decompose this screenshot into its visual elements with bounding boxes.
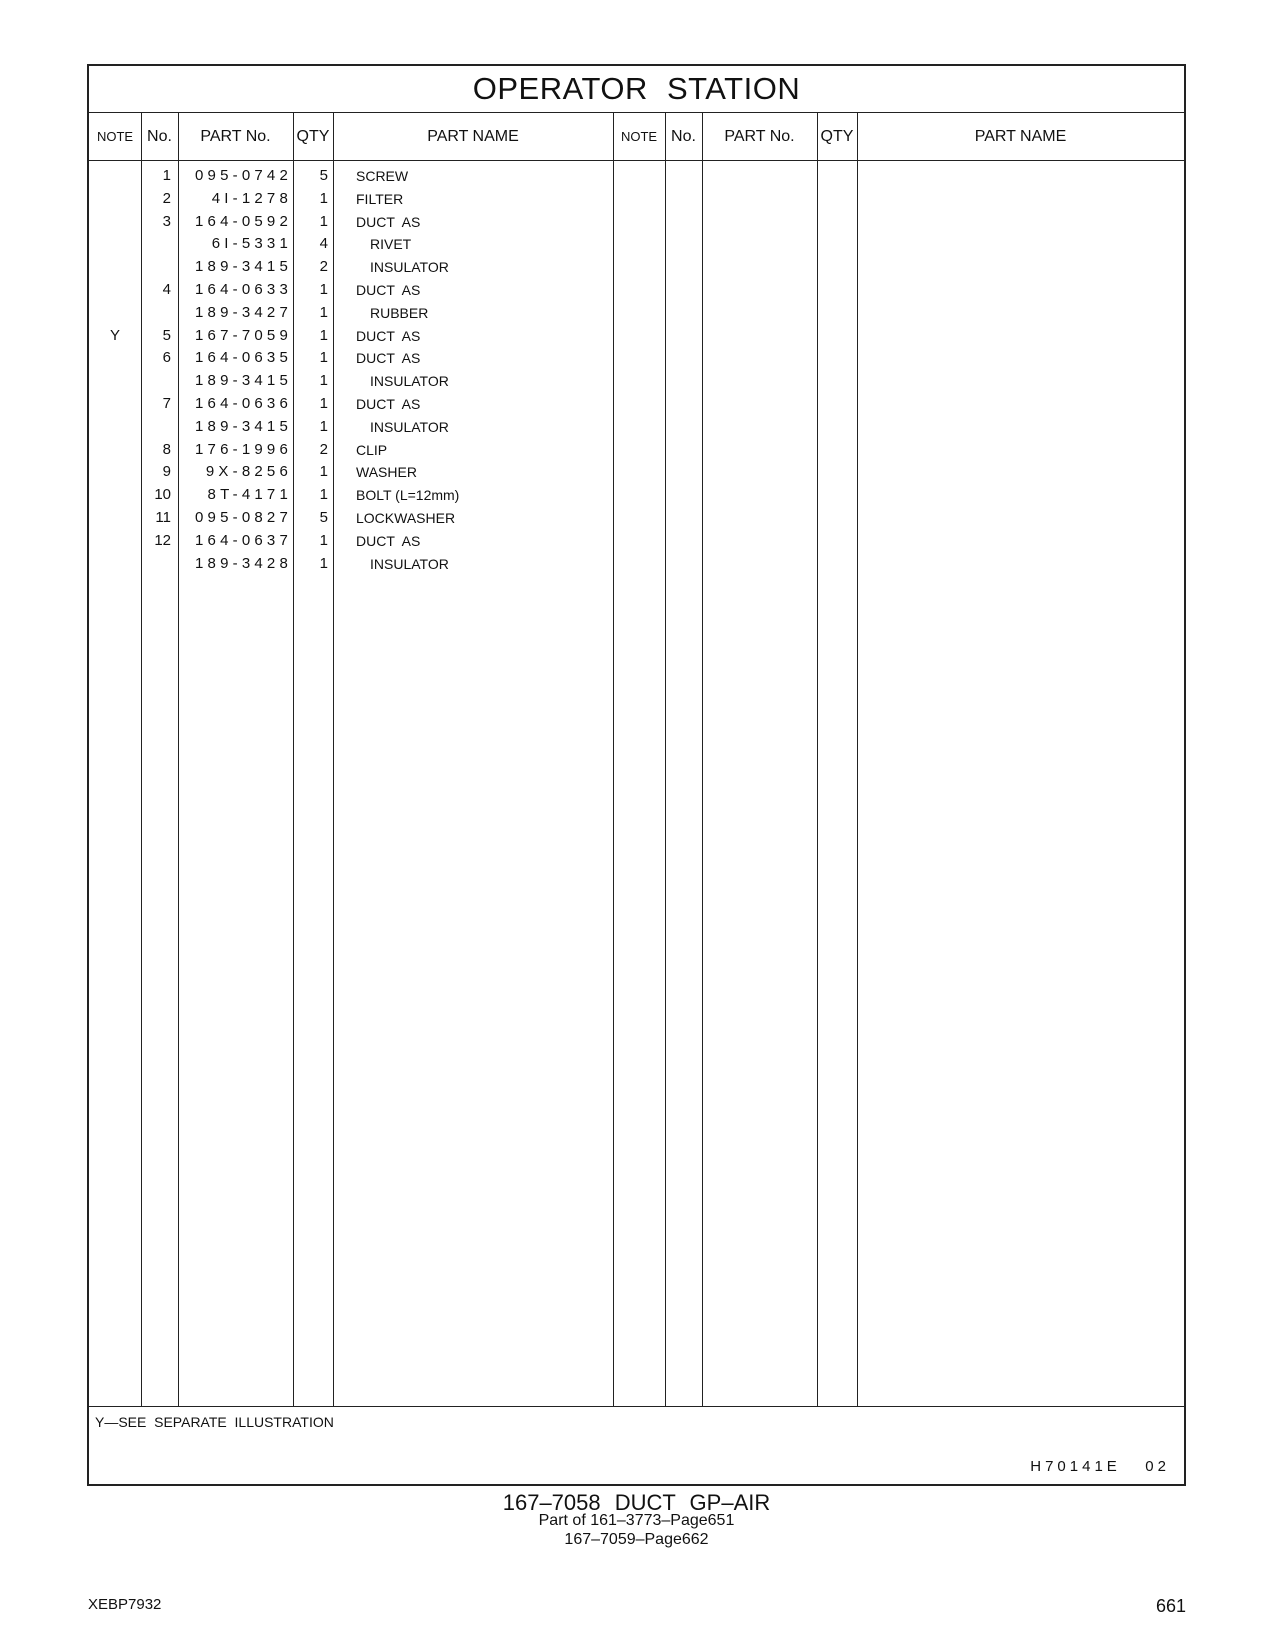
row-quantity: 1 (319, 212, 328, 230)
column-rule (141, 113, 142, 1406)
row-item-number: 5 (162, 326, 171, 344)
row-part-name: DUCT AS (356, 213, 421, 230)
row-part-name: DUCT AS (356, 282, 421, 298)
part-of-reference-2: 167–7059–Page662 (564, 1531, 709, 1548)
row-quantity: 5 (319, 509, 328, 526)
row-part-number: 095-0742 (195, 167, 292, 184)
row-quantity: 1 (319, 554, 328, 572)
row-item-number: 2 (162, 189, 171, 207)
row-quantity: 1 (319, 395, 328, 412)
row-part-number: 164-0633 (195, 281, 292, 298)
row-item-number: 4 (162, 281, 171, 298)
row-part-name: FILTER (356, 190, 404, 207)
row-part-number: 189-3415 (195, 417, 292, 435)
row-quantity: 1 (319, 326, 328, 344)
row-quantity: 1 (319, 531, 328, 549)
row-quantity: 2 (319, 258, 328, 276)
header-qty-right: QTY (820, 128, 854, 145)
row-part-name: DUCT AS (356, 532, 421, 549)
row-quantity: 1 (319, 486, 328, 504)
row-item-number: 11 (155, 509, 171, 526)
column-rule (702, 113, 703, 1406)
row-part-number: 164-0636 (195, 395, 292, 412)
row-part-name: DUCT AS (356, 350, 421, 367)
row-part-number: 4I-1278 (211, 189, 292, 207)
header-qty: QTY (296, 128, 330, 145)
row-part-name: BOLT (L=12mm) (356, 487, 460, 504)
row-part-number: 167-7059 (195, 326, 292, 344)
row-part-name: WASHER (356, 464, 417, 481)
column-rule (817, 113, 818, 1406)
row-part-name: LOCKWASHER (356, 510, 456, 526)
table-bottom-divider (89, 1406, 1184, 1407)
row-part-number: 189-3428 (195, 554, 292, 572)
document-id: XEBP7932 (88, 1596, 162, 1613)
row-item-number: 1 (162, 167, 171, 184)
row-item-number: 10 (154, 486, 171, 504)
row-part-number: 164-0637 (195, 531, 292, 549)
row-part-number: 164-0592 (195, 212, 292, 230)
row-part-name: INSULATOR (370, 555, 449, 572)
row-part-number: 6I-5331 (211, 235, 292, 253)
row-part-number: 189-3415 (195, 372, 292, 390)
column-rule (333, 113, 334, 1406)
row-quantity: 4 (319, 235, 328, 253)
row-quantity: 5 (319, 167, 328, 184)
header-note: NOTE (96, 129, 134, 144)
footnote: Y—SEE SEPARATE ILLUSTRATION (95, 1414, 334, 1430)
row-part-number: 189-3427 (195, 303, 292, 321)
row-quantity: 1 (319, 463, 328, 481)
row-quantity: 1 (319, 303, 328, 321)
parts-list-sheet (87, 64, 1186, 1486)
row-quantity: 1 (319, 349, 328, 367)
column-rule (857, 113, 858, 1406)
part-of-reference-1: Part of 161–3773–Page651 (538, 1512, 735, 1529)
row-part-number: 164-0635 (195, 349, 292, 367)
group-title: 167–7058 DUCT GP–AIR (502, 1490, 771, 1515)
header-no-right: No. (671, 128, 696, 145)
column-rule (613, 113, 614, 1406)
header-part-name: PART NAME (427, 128, 519, 145)
row-part-name: CLIP (356, 441, 388, 458)
row-note: Y (109, 326, 120, 344)
row-item-number: 7 (162, 395, 171, 412)
page-number: 661 (1156, 1596, 1187, 1616)
header-part-no-right: PART No. (724, 128, 795, 145)
row-part-number: 8T-4171 (207, 486, 292, 504)
row-item-number: 6 (162, 349, 171, 367)
row-part-number: 9X-8256 (205, 463, 292, 481)
row-part-number: 095-0827 (195, 509, 292, 526)
row-quantity: 1 (319, 281, 328, 298)
row-part-name: DUCT AS (356, 327, 421, 344)
row-quantity: 1 (319, 372, 328, 390)
section-title: OPERATOR STATION (89, 66, 1184, 113)
header-divider (89, 160, 1184, 161)
row-part-name: DUCT AS (356, 396, 421, 412)
row-item-number: 3 (162, 212, 171, 230)
header-no: No. (147, 128, 172, 145)
row-part-name: RUBBER (370, 304, 429, 321)
row-part-name: INSULATOR (370, 259, 449, 276)
row-quantity: 1 (319, 189, 328, 207)
illustration-code: H70141E 02 (1030, 1458, 1170, 1475)
row-quantity: 1 (319, 417, 328, 435)
row-part-name: INSULATOR (370, 418, 449, 435)
row-quantity: 2 (319, 440, 328, 458)
column-rule (665, 113, 666, 1406)
row-item-number: 9 (162, 463, 171, 481)
row-part-number: 176-1996 (195, 440, 292, 458)
row-item-number: 12 (154, 531, 171, 549)
row-part-name: SCREW (356, 168, 409, 184)
row-item-number: 8 (162, 440, 171, 458)
header-part-no: PART No. (200, 128, 271, 145)
row-part-number: 189-3415 (195, 258, 292, 276)
row-part-name: INSULATOR (370, 373, 449, 390)
row-part-name: RIVET (370, 236, 412, 253)
header-note-right: NOTE (620, 129, 658, 144)
header-part-name-right: PART NAME (974, 128, 1067, 145)
